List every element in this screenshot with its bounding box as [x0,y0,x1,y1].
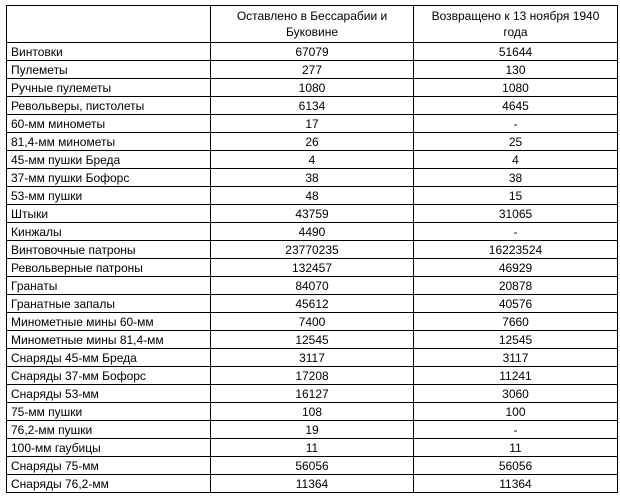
row-returned-count: 12545 [414,331,618,349]
row-left-count: 277 [211,61,414,79]
table-row [7,259,618,277]
row-returned-count: 130 [414,61,618,79]
row-returned-count: 31065 [414,205,618,223]
row-item-name: Винтовки [7,43,211,61]
row-returned-count: 3117 [414,349,618,367]
row-returned-count: 11364 [414,475,618,493]
row-left-count: 11364 [211,475,414,493]
row-returned-count: 38 [414,169,618,187]
row-item-name: Снаряды 45-мм Бреда [7,349,211,367]
table-row [7,421,618,439]
row-returned-count: 20878 [414,277,618,295]
row-left-count: 45612 [211,295,414,313]
row-returned-count: 25 [414,133,618,151]
table-body [7,43,618,493]
row-item-name: Минометные мины 81,4-мм [7,331,211,349]
row-item-name: Снаряды 53-мм [7,385,211,403]
table-row [7,439,618,457]
row-left-count: 38 [211,169,414,187]
row-left-count: 23770235 [211,241,414,259]
row-item-name: Снаряды 37-мм Бофорс [7,367,211,385]
table-row [7,403,618,421]
table-row [7,133,618,151]
row-left-count: 132457 [211,259,414,277]
row-item-name: 81,4-мм минометы [7,133,211,151]
row-item-name: 75-мм пушки [7,403,211,421]
table-row [7,169,618,187]
row-returned-count: - [414,115,618,133]
table-row [7,79,618,97]
row-item-name: Снаряды 75-мм [7,457,211,475]
row-returned-count: 100 [414,403,618,421]
row-returned-count: 51644 [414,43,618,61]
row-left-count: 26 [211,133,414,151]
header-left-in-bessarabia: Оставлено в Бессарабии и Буковине [211,6,414,43]
row-item-name: 37-мм пушки Бофорс [7,169,211,187]
header-returned-by-nov-13: Возвращено к 13 ноября 1940 года [414,6,618,43]
table-row [7,43,618,61]
row-item-name: Револьверы, пистолеты [7,97,211,115]
row-left-count: 4 [211,151,414,169]
row-item-name: Снаряды 76,2-мм [7,475,211,493]
table-row [7,115,618,133]
table-row [7,205,618,223]
row-left-count: 84070 [211,277,414,295]
table-row [7,61,618,79]
row-left-count: 3117 [211,349,414,367]
row-left-count: 6134 [211,97,414,115]
row-returned-count: - [414,421,618,439]
row-left-count: 7400 [211,313,414,331]
table-row [7,241,618,259]
table-row [7,457,618,475]
row-left-count: 16127 [211,385,414,403]
table-row [7,367,618,385]
row-returned-count: 56056 [414,457,618,475]
row-item-name: Ручные пулеметы [7,79,211,97]
row-returned-count: 1080 [414,79,618,97]
row-returned-count: 4645 [414,97,618,115]
row-returned-count: 4 [414,151,618,169]
row-left-count: 17208 [211,367,414,385]
table-row [7,313,618,331]
row-left-count: 12545 [211,331,414,349]
row-item-name: Пулеметы [7,61,211,79]
table-row [7,277,618,295]
header-item-name [7,6,211,43]
row-left-count: 1080 [211,79,414,97]
row-returned-count: 3060 [414,385,618,403]
row-left-count: 17 [211,115,414,133]
row-item-name: 53-мм пушки [7,187,211,205]
row-item-name: Гранатные запалы [7,295,211,313]
table-row [7,475,618,493]
row-returned-count: 46929 [414,259,618,277]
row-left-count: 19 [211,421,414,439]
row-returned-count: 15 [414,187,618,205]
table-row [7,151,618,169]
row-item-name: 76,2-мм пушки [7,421,211,439]
row-left-count: 108 [211,403,414,421]
table-row [7,187,618,205]
row-returned-count: 11241 [414,367,618,385]
table-row [7,331,618,349]
row-returned-count: - [414,223,618,241]
row-left-count: 43759 [211,205,414,223]
row-left-count: 67079 [211,43,414,61]
row-returned-count: 40576 [414,295,618,313]
header-row [7,6,618,43]
row-item-name: Винтовочные патроны [7,241,211,259]
row-item-name: 60-мм минометы [7,115,211,133]
row-left-count: 48 [211,187,414,205]
row-item-name: Гранаты [7,277,211,295]
row-item-name: Револьверные патроны [7,259,211,277]
row-left-count: 56056 [211,457,414,475]
table-row [7,97,618,115]
row-item-name: 100-мм гаубицы [7,439,211,457]
table-row [7,385,618,403]
weapons-table [6,5,618,493]
row-returned-count: 16223524 [414,241,618,259]
row-left-count: 4490 [211,223,414,241]
row-item-name: 45-мм пушки Бреда [7,151,211,169]
row-item-name: Минометные мины 60-мм [7,313,211,331]
row-returned-count: 11 [414,439,618,457]
table-row [7,223,618,241]
table-row [7,349,618,367]
table-row [7,295,618,313]
row-left-count: 11 [211,439,414,457]
row-returned-count: 7660 [414,313,618,331]
row-item-name: Кинжалы [7,223,211,241]
row-item-name: Штыки [7,205,211,223]
